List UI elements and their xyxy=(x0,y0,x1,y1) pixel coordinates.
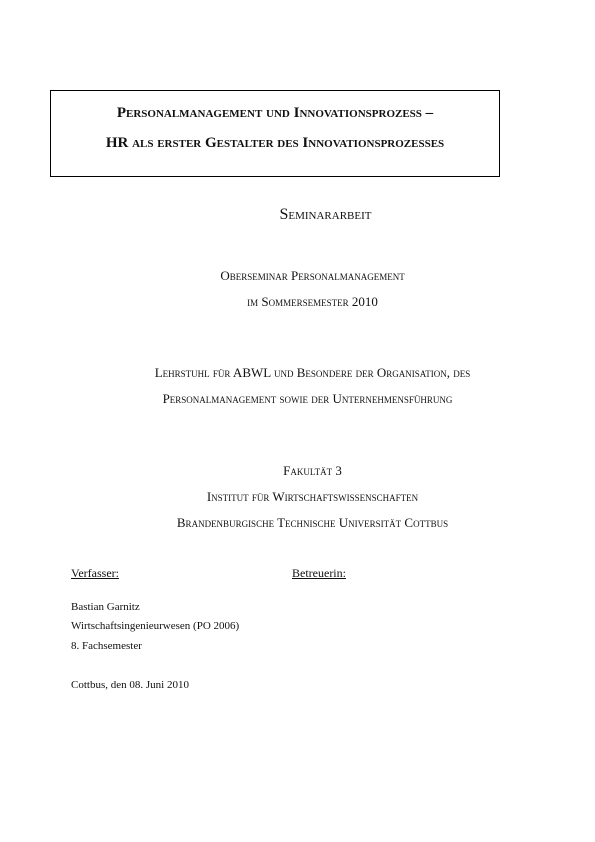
faculty: Fakultät 3 xyxy=(283,463,342,478)
title-box xyxy=(50,90,500,177)
seminar-name: Oberseminar Personalmanagement xyxy=(220,268,405,283)
document-type-heading: Seminararbeit xyxy=(279,206,372,223)
advisor-label: Betreuerin: xyxy=(292,566,346,580)
author-label: Verfasser: xyxy=(71,566,119,580)
institute: Institut für Wirtschaftswissenschaften xyxy=(206,489,419,504)
university: Brandenburgische Technische Universität Cottbus xyxy=(176,515,449,530)
author-name: Bastian Garnitz xyxy=(71,601,140,613)
chair-line-2: Personalmanagement sowie der Unternehmensführung xyxy=(162,391,453,406)
title-line-2: HR als erster Gestalter des Innovationsprozesses xyxy=(105,135,445,151)
author-program: Wirtschaftsingenieurwesen (PO 2006) xyxy=(71,620,240,632)
place-date: Cottbus, den 08. Juni 2010 xyxy=(71,679,189,691)
title-line-1: Personalmanagement und Innovationsprozess – xyxy=(116,105,434,121)
chair-line-1: Lehrstuhl für ABWL und Besondere der Organisation, des xyxy=(154,365,471,380)
author-semester: 8. Fachsemester xyxy=(71,640,142,652)
seminar-semester: im Sommersemester 2010 xyxy=(247,294,378,309)
